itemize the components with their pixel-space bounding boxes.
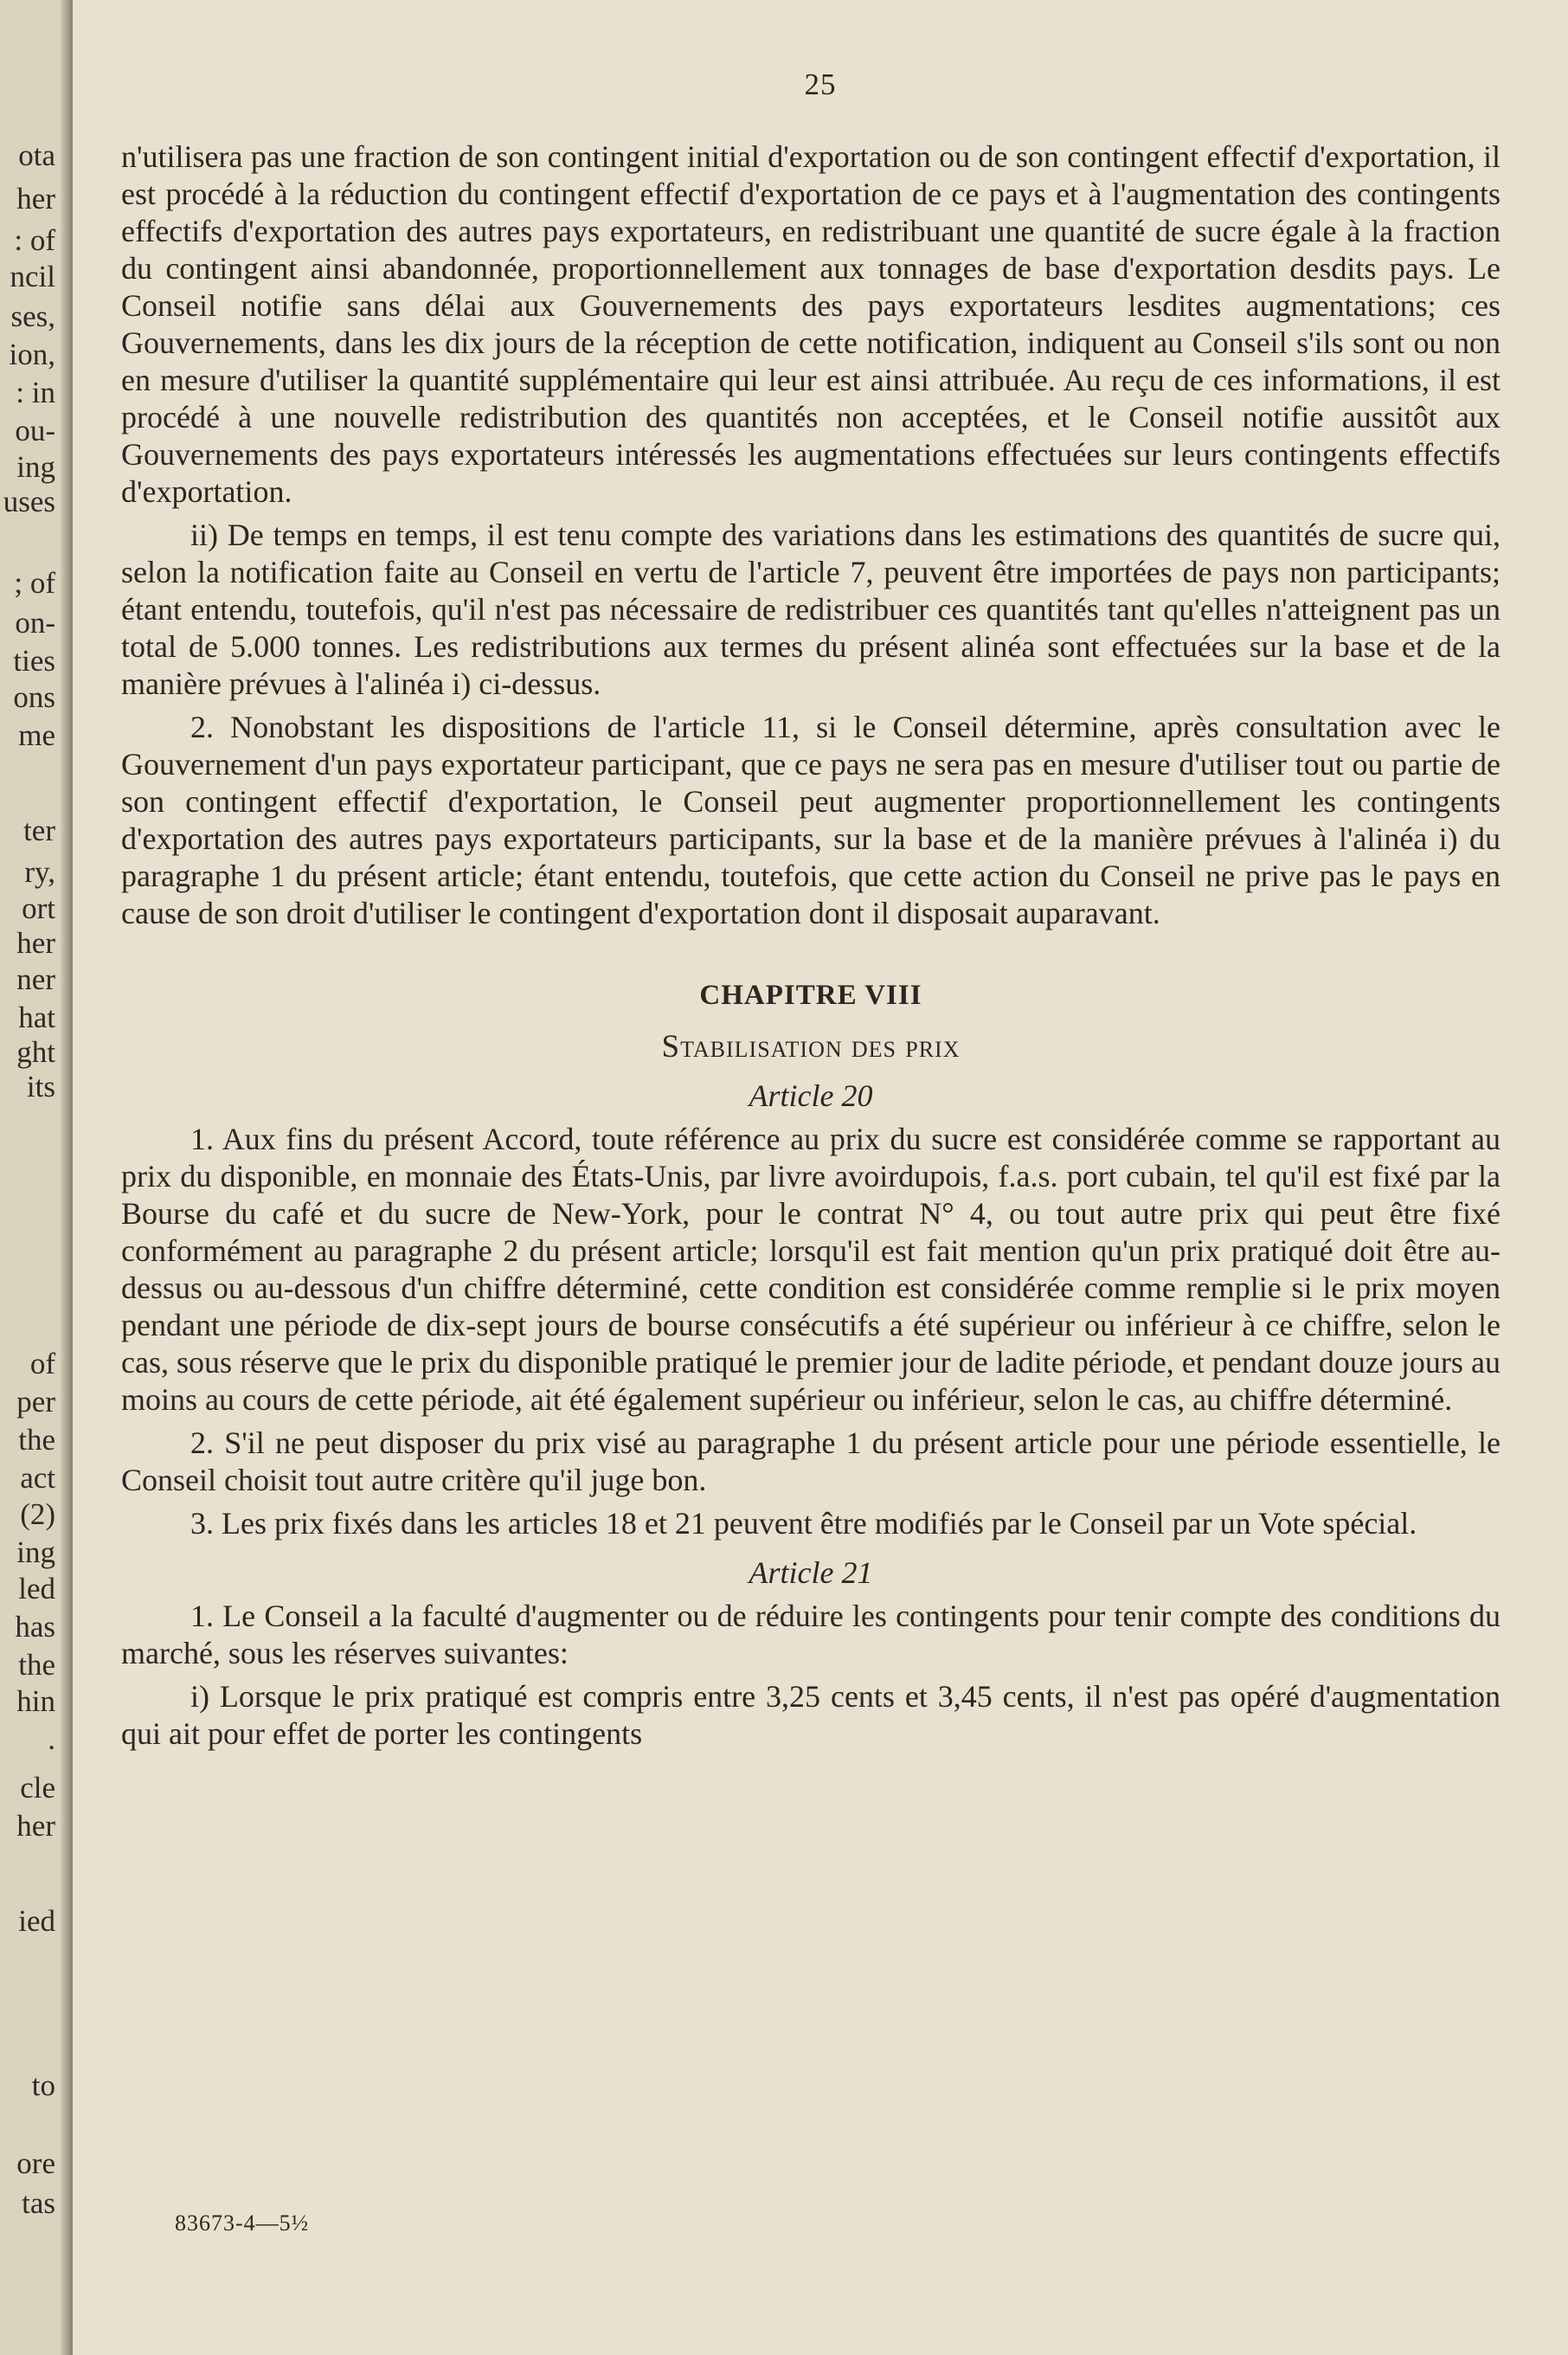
margin-fragment: ons [13,680,55,714]
margin-fragment: act [20,1461,55,1495]
margin-fragment: her [16,926,55,960]
margin-fragment: hin [16,1684,55,1718]
article-20-paragraph-2: 2. S'il ne peut disposer du prix visé au paragraphe 1 du présent article pour une période essentielle, le Conseil choisit tout autre critère qu'il juge bon. [121,1425,1501,1497]
margin-fragment: per [16,1385,55,1419]
margin-fragment: : in [16,376,55,409]
page-gutter-shadow [61,0,73,2355]
margin-fragment: ght [16,1035,55,1069]
margin-fragment: cle [20,1771,55,1805]
margin-fragment: ied [18,1904,55,1938]
chapter-subtitle: Stabilisation des prix [661,1029,961,1065]
article-20-paragraph-1: 1. Aux fins du présent Accord, toute référence au prix du sucre est considérée comme se rapportant au prix du disponible, en monnaie des États-Unis, par livre avoirdupois, f.a.s. port cubain, tel qu'il est fixé par la Bourse du café et du sucre de New-York, pour le contrat N° 4, ou tout autre prix qui peut être fixé conformément au paragraphe 2 du présent article; lorsqu'il est fait mention qu'un prix pratiqué doit être au-dessus ou au-dessous d'un chiffre déterminé, cette condition est considérée comme remplie si le prix moyen pendant une période de dix-sept jours de bourse consécutifs a été supérieur ou inférieur à ce chiffre, selon le cas, sous réserve que le prix du disponible pratiqué le premier jour de ladite période, et pendant douze jours au moins au cours de cette période, ait été également supérieur ou inférieur, selon le cas, au chiffre déterminé. [121,1122,1501,1417]
margin-fragment: has [15,1610,55,1644]
paragraph-ii: ii) De temps en temps, il est tenu compte des variations dans les estimations des quantités de sucre qui, selon la notification faite au Conseil en vertu de l'article 7, peuvent être importées de pays non participants; étant entendu, toutefois, qu'il n'est pas nécessaire de redistribuer ces quantités tant qu'elles n'atteignent pas un total de 5.000 tonnes. Les redistributions aux termes du présent alinéa sont effectuées sur la base et de la manière prévues à l'alinéa i) ci-dessus. [121,518,1501,701]
margin-fragment: ing [16,450,55,484]
page-number: 25 [804,68,837,101]
paragraph-2: 2. Nonobstant les dispositions de l'article 11, si le Conseil détermine, après consultation avec le Gouvernement d'un pays exportateur participant, que ce pays ne sera pas en mesure d'utiliser tout ou partie de son contingent effectif d'exportation, le Conseil peut augmenter proportionnellement les contingents d'exportation des autres pays exportateurs participants, sur la base et de la manière prévues à l'alinéa i) du paragraphe 1 du présent article; étant entendu, toutefois, que cette action du Conseil ne prive pas le pays en cause de son droit d'utiliser le contingent d'exportation dont il disposait auparavant. [121,710,1501,930]
margin-fragment: led [18,1572,55,1605]
margin-fragment: tas [22,2186,55,2220]
margin-fragment: ing [16,1535,55,1569]
margin-fragment: ou- [15,414,55,447]
article-21-heading: Article 21 [749,1555,873,1590]
margin-fragment: uses [3,485,55,518]
margin-fragment: the [18,1423,55,1457]
printer-code: 83673-4—5½ [175,2210,310,2236]
margin-fragment: her [16,1809,55,1843]
article-20-heading: Article 20 [749,1078,873,1113]
margin-fragment: ner [16,962,55,996]
margin-fragment: of [29,1347,55,1380]
margin-fragment: ter [23,814,55,847]
margin-fragment: ties [13,644,55,678]
margin-fragment: ncil [10,260,55,293]
paragraph-continuation: n'utilisera pas une fraction de son contingent initial d'exportation ou de son contingent effectif d'exportation, il est procédé à la réduction du contingent effectif d'exportation de ce pays et à l'augmentation des contingents effectifs d'exportation des autres pays exportateurs, en redistribuant une quantité de sucre égale à la fraction du contingent ainsi abandonnée, proportionnellement aux tonnages de base d'exportation desdits pays. Le Conseil notifie sans délai aux Gouvernements des pays exportateurs lesdites augmentations; ces Gouvernements, dans les dix jours de la réception de cette notification, indiquent au Conseil s'ils sont ou non en mesure d'utiliser la quantité supplémentaire qui leur est ainsi attribuée. Au reçu de ces informations, il est procédé à une nouvelle redistribution des quantités non acceptées, et le Conseil notifie aussitôt aux Gouvernements des pays exportateurs intéressés les augmentations effectuées sur leurs contingents effectifs d'exportation. [121,139,1501,509]
page-body [121,138,1501,1753]
document-page [73,0,1568,2355]
article-20-paragraph-3: 3. Les prix fixés dans les articles 18 et 21 peuvent être modifiés par le Conseil par un Vote spécial. [190,1506,1417,1541]
margin-fragment: its [26,1070,55,1104]
margin-fragment: to [31,2069,55,2102]
margin-fragment: me [18,718,55,752]
margin-fragment: ore [16,2146,55,2180]
article-21-paragraph-1: 1. Le Conseil a la faculté d'augmenter ou de réduire les contingents pour tenir compte des conditions du marché, sous les réserves suivantes: [121,1599,1501,1670]
margin-fragment: on- [15,606,55,640]
margin-fragment: hat [18,1001,55,1034]
previous-page-margin [0,0,73,2355]
margin-fragment: ; of [14,566,55,600]
margin-fragment: : of [14,223,55,257]
margin-fragment: her [16,182,55,216]
margin-fragment: ion, [9,338,55,371]
margin-fragment: (2) [20,1497,55,1531]
margin-fragment: ota [18,138,55,172]
article-21-paragraph-i: i) Lorsque le prix pratiqué est compris entre 3,25 cents et 3,45 cents, il n'est pas opéré d'augmentation qui ait pour effet de porter les contingents [121,1679,1501,1751]
chapter-heading: CHAPITRE VIII [699,980,922,1011]
margin-fragment: ses, [10,299,55,333]
margin-fragment: the [18,1648,55,1682]
margin-fragment: ort [22,891,55,925]
margin-fragment: . [48,1722,55,1756]
margin-fragment: ry, [24,855,55,889]
